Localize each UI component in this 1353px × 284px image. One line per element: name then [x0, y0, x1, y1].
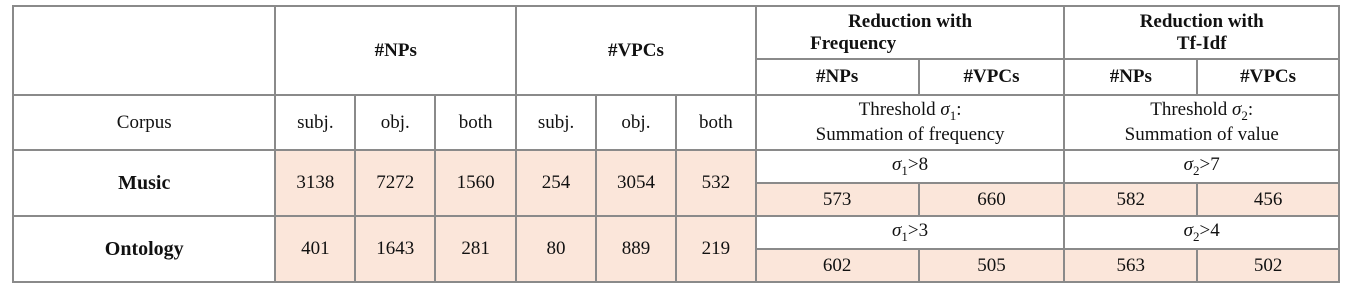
threshold1-line2: Summation of frequency [815, 123, 1005, 145]
music-tfidf-nps: 582 [1064, 183, 1197, 216]
np-subj-label: subj. [275, 95, 355, 150]
subheader-freq-nps: #NPs [756, 59, 919, 95]
subheader-tfidf-nps: #NPs [1064, 59, 1197, 95]
music-freq-vpcs: 660 [919, 183, 1065, 216]
ontology-tfidf-vpcs: 502 [1197, 249, 1339, 282]
music-freq-nps: 573 [756, 183, 919, 216]
subheader-tfidf-vpcs: #VPCs [1197, 59, 1339, 95]
ontology-vpc-obj: 889 [596, 216, 676, 282]
row-music-corpus: Music [13, 150, 275, 216]
subheader-freq-vpcs: #VPCs [919, 59, 1065, 95]
header-reduction-frequency [756, 6, 1065, 59]
music-sigma2: $\sigma_2>7$ [1064, 150, 1339, 183]
header-reduction-frequency-line1: Reduction with [848, 10, 973, 32]
np-obj-label: obj. [355, 95, 435, 150]
ontology-sigma2: $\sigma_2>4$ [1064, 216, 1339, 249]
music-np-both: 1560 [435, 150, 516, 216]
ontology-np-both: 281 [435, 216, 516, 282]
vpc-subj-label: subj. [516, 95, 596, 150]
ontology-freq-vpcs: 505 [919, 249, 1065, 282]
header-empty-cell [13, 6, 275, 95]
music-np-obj: 7272 [355, 150, 435, 216]
music-sigma1: $\sigma_1>8$ [756, 150, 1065, 183]
ontology-freq-nps: 602 [756, 249, 919, 282]
ontology-np-obj: 1643 [355, 216, 435, 282]
ontology-vpc-subj: 80 [516, 216, 596, 282]
music-np-subj: 3138 [275, 150, 355, 216]
threshold2-line2: Summation of value [1124, 123, 1279, 145]
row-ontology-corpus: Ontology [13, 216, 275, 282]
threshold1-label [756, 95, 1065, 150]
threshold1-line1: Threshold $\sigma_1$: [858, 99, 962, 123]
header-reduction-tfidf-line2: Tf-Idf [1176, 32, 1227, 54]
music-tfidf-vpcs: 456 [1197, 183, 1339, 216]
threshold2-line1: Threshold $\sigma_2$: [1150, 99, 1254, 123]
header-vpcs: #VPCs [516, 6, 756, 95]
vpc-both-label: both [676, 95, 756, 150]
corpus-label: Corpus [13, 95, 275, 150]
music-vpc-both: 532 [676, 150, 756, 216]
ontology-sigma1: $\sigma_1>3$ [756, 216, 1065, 249]
threshold2-label [1064, 95, 1339, 150]
music-vpc-obj: 3054 [596, 150, 676, 216]
vpc-obj-label: obj. [596, 95, 676, 150]
corpus-statistics-table [12, 5, 1340, 283]
header-reduction-tfidf [1064, 6, 1339, 59]
ontology-np-subj: 401 [275, 216, 355, 282]
ontology-vpc-both: 219 [676, 216, 756, 282]
header-reduction-frequency-line2: Frequency [810, 32, 897, 54]
np-both-label: both [435, 95, 516, 150]
ontology-tfidf-nps: 563 [1064, 249, 1197, 282]
header-nps: #NPs [275, 6, 516, 95]
header-reduction-tfidf-line1: Reduction with [1139, 10, 1264, 32]
music-vpc-subj: 254 [516, 150, 596, 216]
